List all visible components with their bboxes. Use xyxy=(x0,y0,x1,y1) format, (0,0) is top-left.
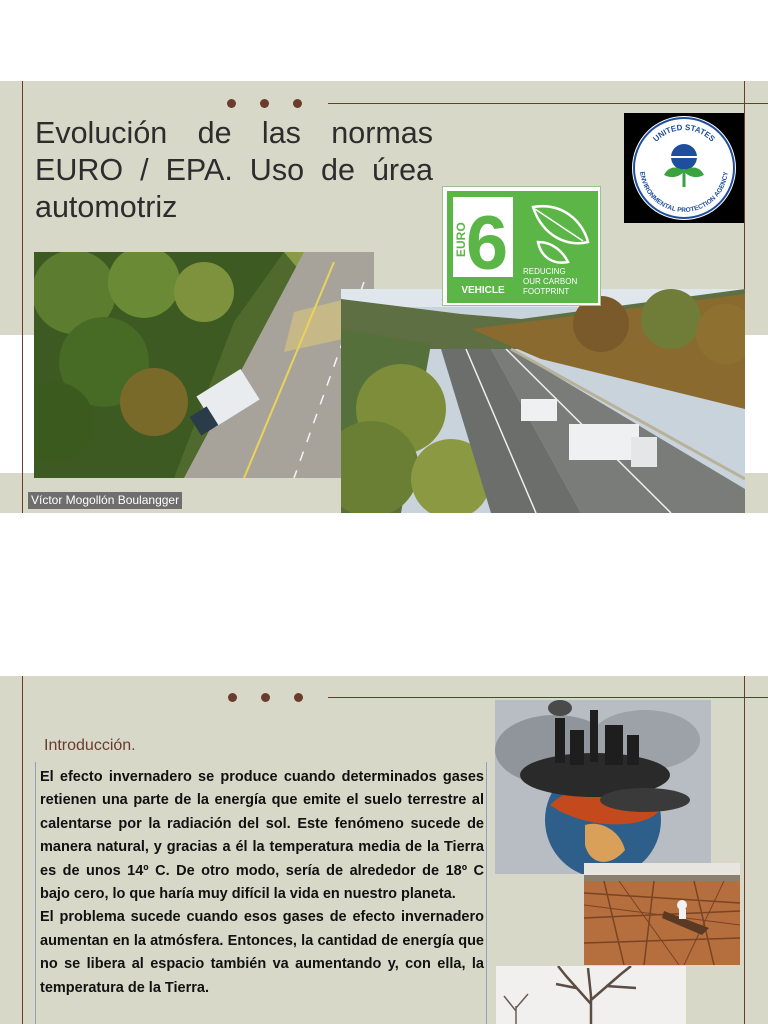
author-name: Víctor Mogollón Boulangger xyxy=(28,492,182,509)
intro-text-box xyxy=(35,762,487,1024)
left-border-line xyxy=(22,81,23,513)
introduction-slide xyxy=(0,676,768,1024)
decor-line xyxy=(328,697,768,698)
slide-title: Evolución de las normas EURO / EPA. Uso de úrea automotriz xyxy=(35,116,433,224)
decor-line xyxy=(328,103,768,104)
euro6-digit: 6 xyxy=(465,201,509,286)
right-border-line xyxy=(744,676,745,1024)
decor-dot xyxy=(294,693,303,702)
decor-dot xyxy=(260,99,269,108)
euro6-vehicle-text: VEHICLE xyxy=(461,285,505,296)
euro6-vertical-text: EURO xyxy=(454,222,468,257)
decor-dot xyxy=(227,99,236,108)
intro-paragraph-1: El efecto invernadero se produce cuando determinados gases retienen una parte de la energía que emite el suelo terrestre al calentarse por la radiación del sol. Este fenómeno sucede de manera natural, y gracias a él la temperatura media de la Tierra es de unos 14º C. De otro modo, sería de alrededor de 18º C bajo cero, lo que haría muy difícil la vida en nuestro planeta. xyxy=(40,769,484,903)
dead-tree-image xyxy=(496,966,686,1024)
epa-lower-text: ENVIRONMENTAL PROTECTION AGENCY xyxy=(638,171,730,215)
truck-road-photo xyxy=(34,252,374,478)
intro-heading: Introducción. xyxy=(44,737,136,754)
euro6-slogan-3: FOOTPRINT xyxy=(523,287,570,296)
title-slide xyxy=(0,81,768,513)
highway-photo xyxy=(341,289,745,513)
left-border-line xyxy=(22,676,23,1024)
decor-dot xyxy=(293,99,302,108)
euro6-slogan-1: REDUCING xyxy=(523,267,566,276)
drought-boat-image xyxy=(584,863,740,965)
epa-upper-text: UNITED STATES xyxy=(651,122,717,144)
euro6-badge xyxy=(442,186,601,306)
epa-seal xyxy=(624,113,744,223)
intro-paragraph-2: El problema sucede cuando esos gases de efecto invernadero aumentan en la atmósfera. Entonces, la cantidad de energía que no se libera al espacio también va aumentando y, con ella, la temperatura de la Tierra. xyxy=(40,909,484,996)
polluted-earth-image xyxy=(495,700,711,874)
decor-dot xyxy=(261,693,270,702)
intro-body xyxy=(40,766,484,1000)
euro6-slogan-2: OUR CARBON xyxy=(523,277,578,286)
decor-dot xyxy=(228,693,237,702)
